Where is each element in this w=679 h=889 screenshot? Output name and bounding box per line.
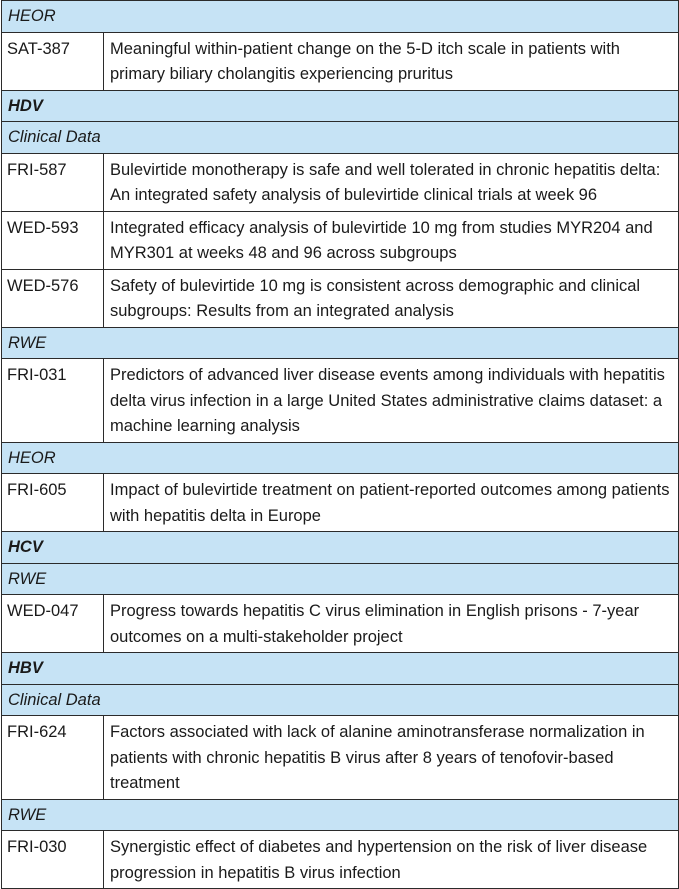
abstract-id: SAT-387: [2, 32, 104, 90]
abstract-id: WED-593: [2, 211, 104, 269]
abstract-title: Meaningful within-patient change on the 5-D itch scale in patients with primary biliary cholangitis experiencing pruritus: [104, 32, 679, 90]
subcategory-label: HEOR: [2, 1, 679, 33]
subcategory-row: [2, 799, 679, 831]
table-row: [2, 153, 679, 211]
abstract-table-body: [2, 1, 679, 889]
abstract-title: Synergistic effect of diabetes and hypertension on the risk of liver disease progression in hepatitis B virus infection: [104, 831, 679, 889]
abstract-id: FRI-030: [2, 831, 104, 889]
subcategory-label: RWE: [2, 327, 679, 359]
table-row: [2, 32, 679, 90]
section-row: [2, 90, 679, 122]
abstract-id: WED-047: [2, 595, 104, 653]
section-label: HBV: [2, 653, 679, 685]
abstract-title: Integrated efficacy analysis of bulevirtide 10 mg from studies MYR204 and MYR301 at weeks 48 and 96 across subgroups: [104, 211, 679, 269]
subcategory-row: [2, 442, 679, 474]
subcategory-row: [2, 563, 679, 595]
table-row: [2, 831, 679, 889]
section-label: HCV: [2, 532, 679, 564]
abstract-id: FRI-031: [2, 359, 104, 443]
abstract-id: WED-576: [2, 269, 104, 327]
section-label: HDV: [2, 90, 679, 122]
abstract-title: Impact of bulevirtide treatment on patient-reported outcomes among patients with hepatitis delta in Europe: [104, 474, 679, 532]
abstract-title: Factors associated with lack of alanine aminotransferase normalization in patients with chronic hepatitis B virus after 8 years of tenofovir-based treatment: [104, 716, 679, 800]
abstract-id: FRI-587: [2, 153, 104, 211]
table-row: [2, 595, 679, 653]
subcategory-row: [2, 1, 679, 33]
subcategory-label: RWE: [2, 563, 679, 595]
section-row: [2, 653, 679, 685]
table-row: [2, 359, 679, 443]
abstract-table: [1, 0, 679, 889]
abstract-title: Bulevirtide monotherapy is safe and well tolerated in chronic hepatitis delta: An integrated safety analysis of bulevirtide clinical trials at week 96: [104, 153, 679, 211]
subcategory-label: Clinical Data: [2, 684, 679, 716]
abstract-id: FRI-605: [2, 474, 104, 532]
abstract-id: FRI-624: [2, 716, 104, 800]
subcategory-row: [2, 327, 679, 359]
subcategory-row: [2, 684, 679, 716]
subcategory-label: Clinical Data: [2, 122, 679, 154]
table-row: [2, 716, 679, 800]
subcategory-label: RWE: [2, 799, 679, 831]
subcategory-row: [2, 122, 679, 154]
abstract-title: Predictors of advanced liver disease events among individuals with hepatitis delta virus infection in a large United States administrative claims dataset: a machine learning analysis: [104, 359, 679, 443]
section-row: [2, 532, 679, 564]
abstract-title: Safety of bulevirtide 10 mg is consistent across demographic and clinical subgroups: Results from an integrated analysis: [104, 269, 679, 327]
abstract-title: Progress towards hepatitis C virus elimination in English prisons - 7-year outcomes on a multi-stakeholder project: [104, 595, 679, 653]
subcategory-label: HEOR: [2, 442, 679, 474]
table-row: [2, 269, 679, 327]
table-row: [2, 211, 679, 269]
table-row: [2, 474, 679, 532]
